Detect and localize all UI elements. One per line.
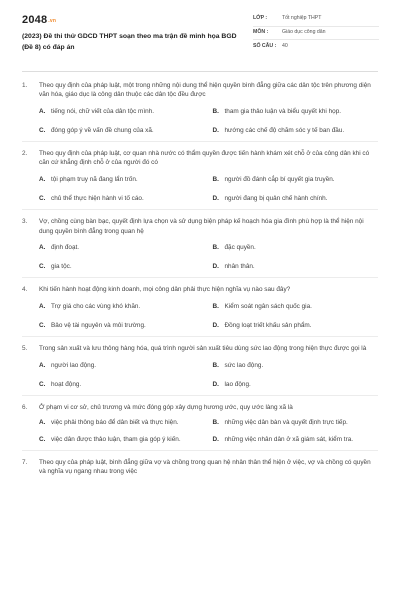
option-letter: C.: [39, 380, 46, 388]
question-1: [22, 80, 378, 142]
option-text: đóng góp ý về vấn đề chung của xã.: [51, 126, 154, 134]
logo-suffix: .vn: [48, 18, 57, 24]
option-b[interactable]: [213, 418, 379, 427]
header: [0, 0, 400, 68]
option-text: việc dân được thảo luận, tham gia góp ý kiến.: [51, 435, 181, 443]
option-a[interactable]: [39, 243, 205, 252]
option-c[interactable]: [39, 321, 205, 330]
header-divider: [22, 71, 378, 72]
question-5: [22, 343, 378, 396]
option-c[interactable]: [39, 435, 205, 444]
option-text: việc phải thông báo để dân biết và thực hiện.: [51, 419, 179, 427]
question-number: 2.: [22, 150, 28, 158]
option-d[interactable]: [213, 321, 379, 330]
option-letter: D.: [212, 194, 219, 202]
option-d[interactable]: [213, 380, 379, 389]
option-letter: A.: [39, 175, 46, 183]
option-letter: D.: [212, 321, 219, 329]
option-b[interactable]: [213, 107, 379, 116]
meta-key: MÔN :: [253, 28, 269, 35]
option-c[interactable]: [39, 262, 205, 271]
option-text: người đang bị quản chế hành chính.: [224, 194, 328, 202]
logo-text: 2048: [22, 14, 48, 26]
question-text: Trong sản xuất và lưu thông hàng hóa, quá trình người sản xuất tiêu dùng sức lao động trong hiện thực được gọi là: [39, 345, 367, 353]
option-a[interactable]: [39, 302, 205, 311]
question-number: 5.: [22, 345, 28, 353]
option-text: đặc quyền.: [224, 243, 256, 251]
question-number: 6.: [22, 404, 28, 412]
question-number: 3.: [22, 218, 28, 226]
option-letter: C.: [39, 194, 46, 202]
option-letter: B.: [212, 107, 219, 115]
option-text: những việc nhân dân ở xã giám sát, kiểm tra.: [224, 435, 354, 443]
option-letter: A.: [39, 419, 46, 427]
meta-value: Tốt nghiệp THPT: [282, 15, 322, 22]
question-text: Vợ, chồng cùng bàn bạc, quyết định lựa chọn và sử dụng biện pháp kế hoạch hóa gia đình phù hợp là thể hiện nội dung quyền bình đẳng trong quan hệ: [39, 218, 364, 235]
site-logo[interactable]: [22, 13, 56, 29]
option-letter: A.: [39, 107, 46, 115]
option-letter: D.: [212, 263, 219, 271]
option-letter: C.: [39, 126, 46, 134]
option-letter: A.: [39, 243, 46, 251]
meta-key: LỚP :: [253, 15, 268, 22]
question-text: Khi tiến hành hoạt động kinh doanh, mọi công dân phải thực hiện nghĩa vụ nào sau đây?: [39, 286, 291, 294]
option-text: hướng các chế độ chăm sóc y tế ban đầu.: [224, 126, 345, 134]
option-a[interactable]: [39, 361, 205, 370]
option-b[interactable]: [213, 243, 379, 252]
option-text: định đoạt.: [51, 243, 80, 251]
option-text: người lao động.: [51, 361, 97, 369]
option-letter: B.: [212, 419, 219, 427]
question-text: Theo quy của pháp luật, bình đẳng giữa vợ và chồng trong quan hệ nhân thân thể hiện ở việc, vợ và chồng có quyền và nghĩa vụ ngang nhau trong việc: [39, 458, 371, 476]
meta-value: 40: [282, 42, 288, 49]
question-number: 1.: [22, 82, 28, 89]
option-b[interactable]: [213, 302, 379, 311]
option-text: lao động.: [224, 380, 251, 388]
question-7: [22, 457, 378, 483]
option-text: gia tộc.: [51, 263, 72, 271]
option-text: hoạt động.: [51, 380, 82, 388]
option-d[interactable]: [213, 126, 379, 135]
option-d[interactable]: [213, 262, 379, 271]
option-letter: B.: [212, 243, 219, 251]
document-title: (2023) Đề thi thử GDCD THPT soạn theo ma trận đề minh họa BGD (Đề 8) có đáp án: [22, 33, 237, 51]
question-list: [22, 80, 378, 488]
question-text: Theo quy định của pháp luật, một trong những nội dung thể hiện quyền bình đẳng giữa các dân tộc trên phương diện văn hóa, giáo dục là công dân thuộc các dân tộc đều được: [39, 82, 371, 99]
option-letter: C.: [39, 263, 46, 271]
option-b[interactable]: [213, 361, 379, 370]
option-a[interactable]: [39, 107, 205, 116]
option-letter: C.: [39, 435, 46, 443]
meta-row-subject: [253, 27, 379, 41]
option-letter: B.: [212, 302, 219, 310]
option-c[interactable]: [39, 194, 205, 203]
question-2: [22, 148, 378, 210]
option-text: tiếng nói, chữ viết của dân tộc mình.: [51, 107, 155, 115]
meta-value: Giáo dục công dân: [282, 28, 326, 35]
option-letter: C.: [39, 321, 46, 329]
option-c[interactable]: [39, 380, 205, 389]
option-text: Kiểm soát ngân sách quốc gia.: [224, 302, 312, 310]
question-text: Theo quy định của pháp luật, cơ quan nhà nước có thẩm quyền được tiến hành khám xét chỗ ở của công dân khi có căn cứ khẳng định chỗ ở của người đó có: [39, 150, 370, 167]
option-b[interactable]: [213, 175, 379, 184]
option-text: chủ thể thực hiện hành vi tố cáo.: [51, 194, 144, 202]
question-text: Ở phạm vi cơ sở, chủ trương và mức đóng góp xây dựng hương ước, quy ước làng xã là: [39, 404, 293, 412]
option-letter: B.: [212, 175, 219, 183]
exam-meta: [253, 13, 379, 54]
option-d[interactable]: [213, 435, 379, 444]
option-a[interactable]: [39, 175, 205, 184]
option-text: sức lao động.: [224, 361, 264, 369]
option-text: Bảo vệ tài nguyên và môi trường.: [51, 321, 146, 329]
option-text: Đồng loạt triết khấu sản phẩm.: [224, 321, 312, 329]
question-4: [22, 284, 378, 337]
option-text: nhân thân.: [224, 263, 255, 271]
question-3: [22, 216, 378, 278]
meta-row-question-count: [253, 40, 379, 54]
option-text: tham gia thảo luận và biểu quyết khi họp.: [224, 107, 342, 115]
option-text: tội phạm truy nã đang lẩn trốn.: [51, 175, 138, 183]
question-number: 7.: [22, 458, 28, 466]
question-6: [22, 402, 378, 451]
option-letter: D.: [212, 126, 219, 134]
option-text: những việc dân bàn và quyết định trực tiếp.: [224, 419, 348, 427]
option-letter: D.: [212, 435, 219, 443]
question-number: 4.: [22, 286, 28, 294]
option-d[interactable]: [213, 194, 379, 203]
option-a[interactable]: [39, 418, 205, 427]
option-c[interactable]: [39, 126, 205, 135]
option-letter: A.: [39, 361, 46, 369]
option-letter: B.: [212, 361, 219, 369]
option-text: người đồ đánh cắp bí quyết gia truyền.: [224, 175, 335, 183]
option-letter: A.: [39, 302, 46, 310]
meta-key: SỐ CÂU :: [253, 42, 277, 49]
option-letter: D.: [212, 380, 219, 388]
meta-row-class: [253, 13, 379, 27]
option-text: Trợ giá cho các vùng khó khăn.: [51, 302, 141, 310]
